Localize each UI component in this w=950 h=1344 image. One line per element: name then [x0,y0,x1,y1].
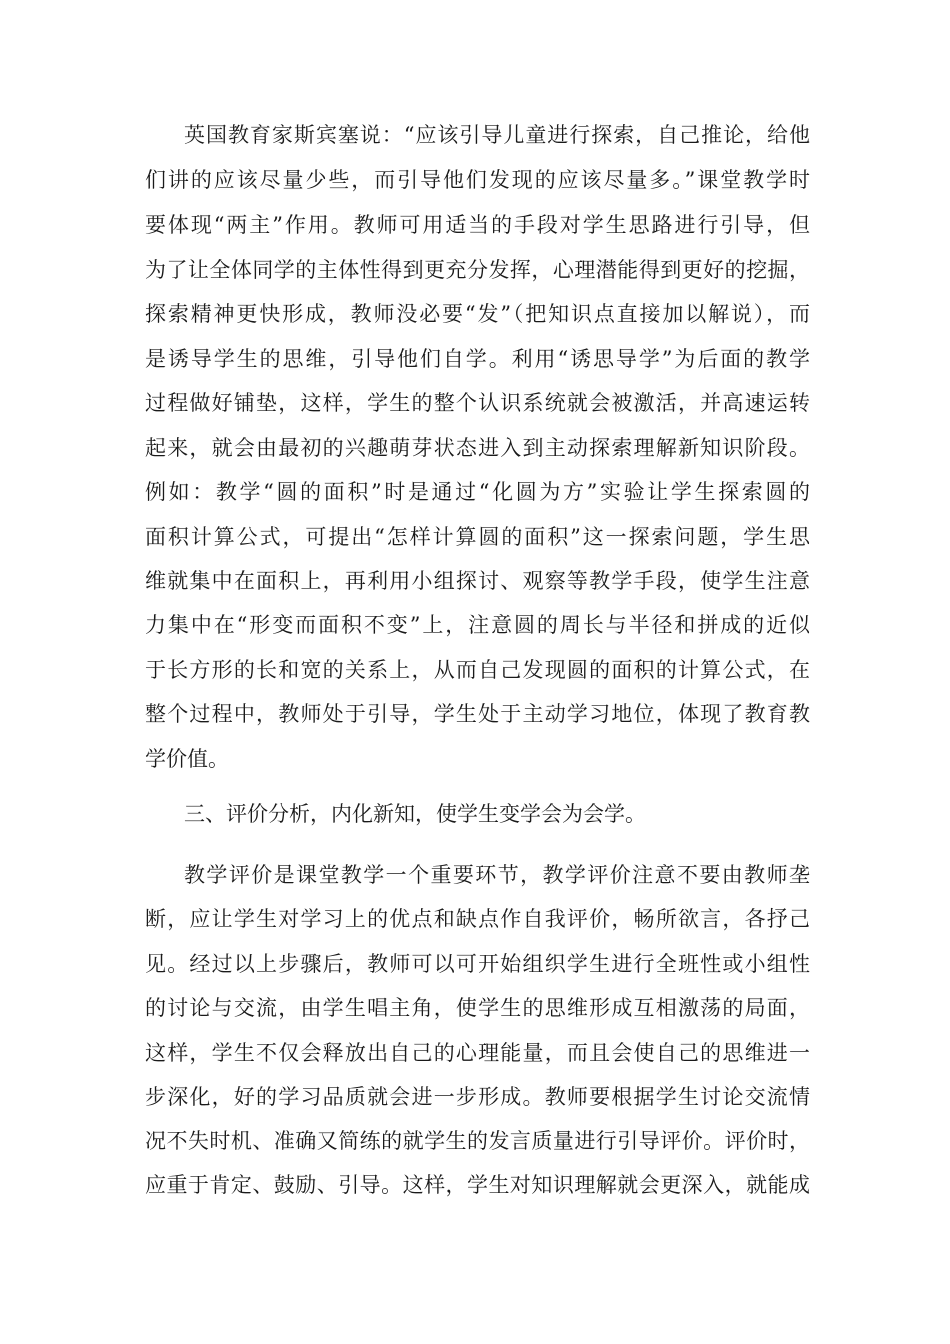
text-line: 教学评价是课堂教学一个重要环节，教学评价注意不要由教师垄 [184,863,810,887]
text-line: 学价值。 [145,747,229,771]
text-line: 这样，学生不仅会释放出自己的心理能量，而且会使自己的思维进一 [145,1041,810,1065]
text-line: 为了让全体同学的主体性得到更充分发挥，心理潜能得到更好的挖掘， [145,258,810,282]
text-line: 要体现“两主”作用。教师可用适当的手段对学生思路进行引导，但 [145,213,810,237]
text-line: 探索精神更快形成，教师没必要“发”（把知识点直接加以解说），而 [145,302,810,326]
text-line: 应重于肯定、鼓励、引导。这样，学生对知识理解就会更深入，就能成 [145,1173,810,1197]
text-line: 力集中在“形变而面积不变”上，注意圆的周长与半径和拼成的近似 [145,613,810,637]
text-line: 起来，就会由最初的兴趣萌芽状态进入到主动探索理解新知识阶段。 [145,436,810,460]
text-line: 见。经过以上步骤后，教师可以可开始组织学生进行全班性或小组性 [145,952,810,976]
text-line: 维就集中在面积上，再利用小组探讨、观察等教学手段，使学生注意 [145,569,810,593]
text-line: 面积计算公式，可提出“怎样计算圆的面积”这一探索问题，学生思 [145,525,810,549]
text-line: 的讨论与交流，由学生唱主角，使学生的思维形成互相激荡的局面， [145,996,810,1020]
text-line: 况不失时机、准确又简练的就学生的发言质量进行引导评价。评价时， [145,1129,810,1153]
text-line: 是诱导学生的思维，引导他们自学。利用“诱思导学”为后面的教学 [145,347,810,371]
text-line: 例如：教学“圆的面积”时是通过“化圆为方”实验让学生探索圆的 [145,480,810,504]
text-line: 英国教育家斯宾塞说：“应该引导儿童进行探索，自己推论，给他 [184,123,810,147]
text-line: 过程做好铺垫，这样，学生的整个认识系统就会被激活，并高速运转 [145,391,810,415]
text-line: 步深化，好的学习品质就会进一步形成。教师要根据学生讨论交流情 [145,1085,810,1109]
text-line: 们讲的应该尽量少些，而引导他们发现的应该尽量多。”课堂教学时 [145,168,810,192]
text-line: 整个过程中，教师处于引导，学生处于主动学习地位，体现了教育教 [145,702,810,726]
text-line: 三、评价分析，内化新知，使学生变学会为会学。 [184,802,646,826]
text-line: 于长方形的长和宽的关系上，从而自己发现圆的面积的计算公式，在 [145,658,810,682]
text-line: 断，应让学生对学习上的优点和缺点作自我评价，畅所欲言，各抒己 [145,907,810,931]
